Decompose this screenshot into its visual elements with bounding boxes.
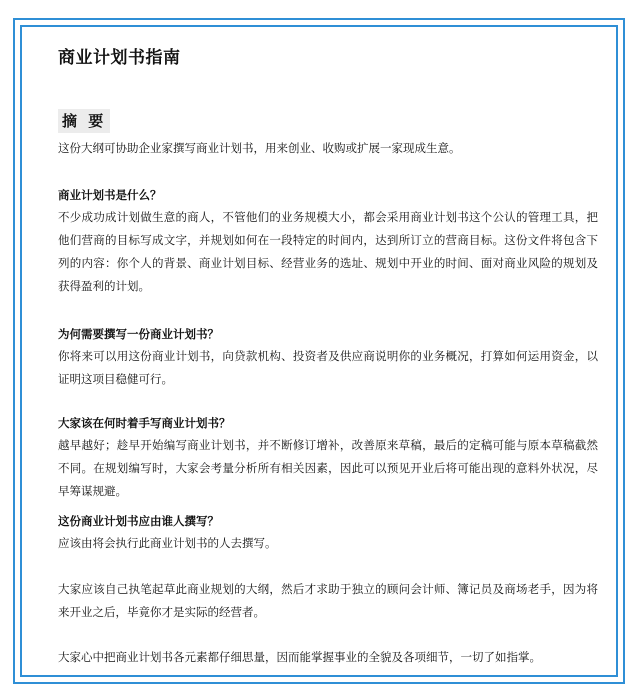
document-frame-inner xyxy=(20,25,618,677)
answer-what-is-business-plan: 不少成功成计划做生意的商人，不管他们的业务规模大小，都会采用商业计划书这个公认的管理工具，把他们营商的目标写成文字，并规划如何在一段特定的时间内，达到所订立的营商目标。这份文件将包含下列的内容：你个人的背景、商业计划目标、经营业务的选址、规划中开业的时间、面对商业风险的规划及获得盈利的计划。 xyxy=(58,210,598,293)
document-title: 商业计划书指南 xyxy=(58,48,181,68)
abstract-text: 这份大纲可协助企业家撰写商业计划书，用来创业、收购或扩展一家现成生意。 xyxy=(58,141,461,155)
question-when-to-write: 大家该在何时着手写商业计划书？ xyxy=(58,416,231,430)
abstract-heading: 摘 要 xyxy=(58,109,110,133)
document-content xyxy=(58,45,598,669)
extra-paragraph-mastery: 大家心中把商业计划书各元素都仔细思量，因而能掌握事业的全貌及各项细节，一切了如指掌。 xyxy=(58,650,541,664)
question-who-writes: 这份商业计划书应由谁人撰写？ xyxy=(58,514,219,528)
document-frame-outer xyxy=(13,18,625,684)
answer-who-writes: 应该由将会执行此商业计划书的人去撰写。 xyxy=(58,536,277,550)
answer-when-to-write: 越早越好；趁早开始编写商业计划书，并不断修订增补，改善原来草稿，最后的定稿可能与原本草稿截然不同。在规划编写时，大家会考量分析所有相关因素，因此可以预见开业后将可能出现的意料外状况，尽早筹谋规避。 xyxy=(58,438,598,498)
answer-why-write-plan: 你将来可以用这份商业计划书，向贷款机构、投资者及供应商说明你的业务概况，打算如何运用资金，以证明这项目稳健可行。 xyxy=(58,349,598,386)
question-why-write-plan: 为何需要撰写一份商业计划书？ xyxy=(58,327,219,341)
question-what-is-business-plan: 商业计划书是什么？ xyxy=(58,188,162,202)
extra-paragraph-draft-outline: 大家应该自己执笔起草此商业规划的大纲，然后才求助于独立的顾问会计师、簿记员及商场老手，因为将来开业之后，毕竟你才是实际的经营者。 xyxy=(58,582,598,619)
